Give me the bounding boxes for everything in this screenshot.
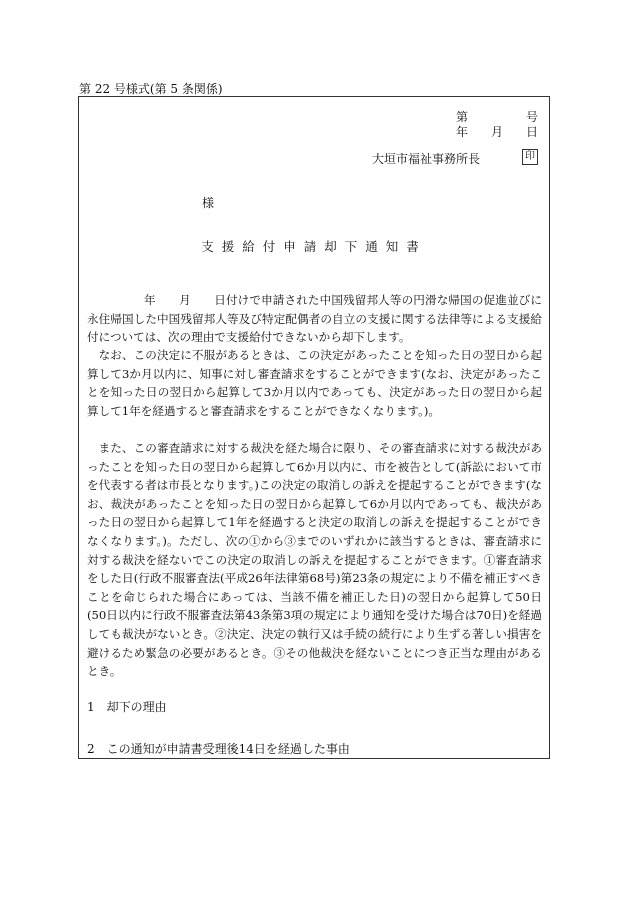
number-suffix: 号	[526, 110, 539, 124]
date-month: 月	[491, 125, 504, 139]
seal-mark: 印	[522, 149, 538, 165]
form-number: 第 22 号様式(第 5 条関係)	[79, 82, 223, 96]
number-prefix: 第	[456, 110, 469, 124]
item-reason: 1 却下の理由	[87, 700, 167, 714]
document-frame	[78, 96, 550, 759]
paragraph-application: 年 月 日付けで申請された中国残留邦人等の円滑な帰国の促進並びに永住帰国した中国残留邦人等及び特定配偶者の自立の支援に関する法律等による支援給付については、次の理由で支援給付できないから却下します。	[87, 293, 542, 345]
document-title: 支援給付申請却下通知書	[201, 239, 427, 254]
paragraph-appeal: なお、この決定に不服があるときは、この決定があったことを知った日の翌日から起算して3か月以内に、知事に対し審査請求をすることができます(なお、決定があったことを知った日の翌日から起算して3か月以内であっても、決定があった日の翌日から起算して1年を経過すると審査請求をすることができなくなります。)。	[87, 348, 542, 418]
date-day: 日	[526, 125, 539, 139]
item-delay-reason: 2 この通知が申請書受理後14日を経過した事由	[87, 742, 350, 756]
addressee-suffix: 様	[202, 196, 215, 210]
issuer-name: 大垣市福祉事務所長	[372, 152, 481, 166]
paragraph-lawsuit: また、この審査請求に対する裁決を経た場合に限り、その審査請求に対する裁決があったことを知った日の翌日から起算して6か月以内に、市を被告として(訴訟において市を代表する者は市長となります。)この決定の取消しの訴えを提起することができます(なお、裁決があったことを知った日の翌日から起算して6か月以内であっても、裁決があった日の翌日から起算して1年を経過すると決定の取消しの訴えを提起することができなくなります。)。ただし、次の①から③までのいずれかに該当するときは、審査請求に対する裁決を経ないでこの決定の取消しの訴えを提起することができます。①審査請求をした日(行政不服審査法(平成26年法律第68号)第23条の規定により不備を補正すべきことを命じられた場合にあっては、当該不備を補正した日)の翌日から起算して50日(50日以内に行政不服審査法第43条第3項の規定により通知を受けた場合は70日)を経過しても裁決がないとき。②決定、決定の執行又は手続の続行により生ずる著しい損害を避けるため緊急の必要があるとき。③その他裁決を経ないことにつき正当な理由があるとき。	[87, 441, 542, 679]
date-year: 年	[456, 125, 469, 139]
